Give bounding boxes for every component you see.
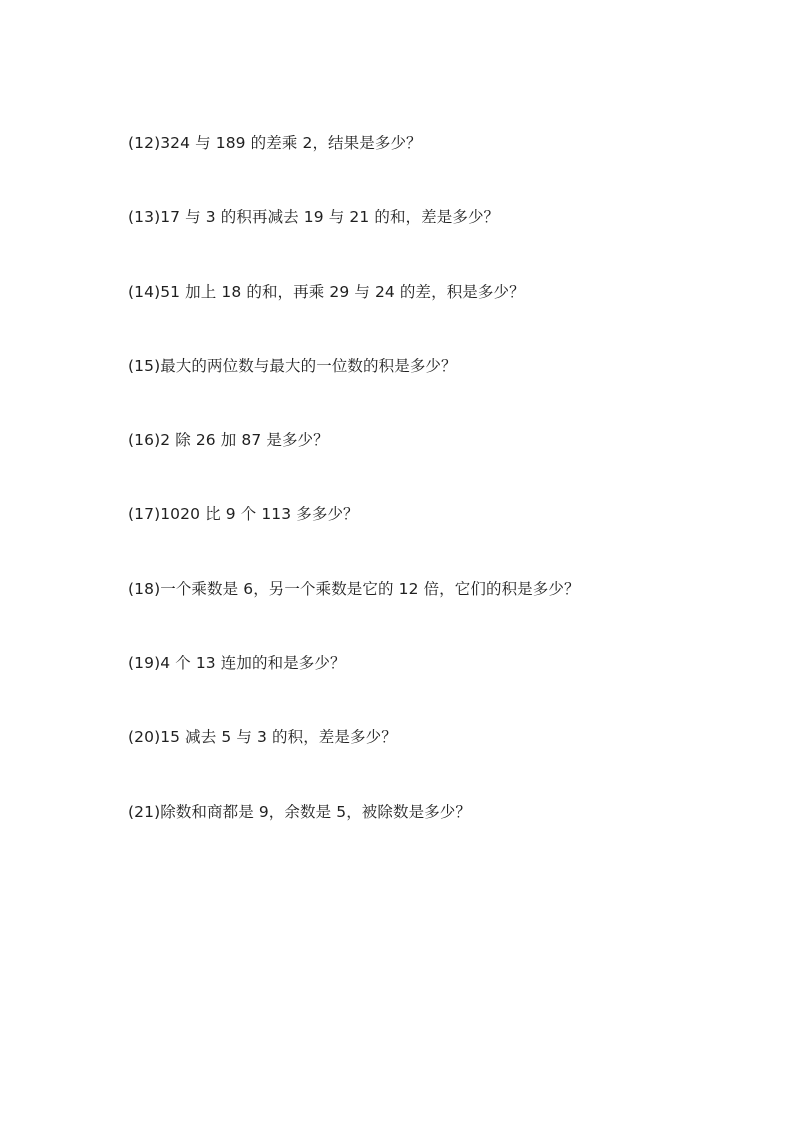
question-14: (14)51 加上 18 的和，再乘 29 与 24 的差，积是多少？ — [128, 282, 525, 301]
question-19: (19)4 个 13 连加的和是多少？ — [128, 654, 346, 673]
question-15: (15)最大的两位数与最大的一位数的积是多少？ — [128, 356, 457, 375]
question-18: (18)一个乘数是 6，另一个乘数是它的 12 倍，它们的积是多少？ — [128, 579, 580, 598]
question-16: (16)2 除 26 加 87 是多少？ — [128, 431, 329, 450]
question-17: (17)1020 比 9 个 113 多多少？ — [128, 505, 359, 524]
question-list — [128, 131, 580, 874]
question-12: (12)324 与 189 的差乘 2，结果是多少？ — [128, 134, 422, 152]
question-20: (20)15 减去 5 与 3 的积，差是多少？ — [128, 728, 397, 747]
question-13: (13)17 与 3 的积再减去 19 与 21 的和，差是多少？ — [128, 208, 500, 227]
question-21: (21)除数和商都是 9，余数是 5，被除数是多少？ — [128, 802, 471, 821]
